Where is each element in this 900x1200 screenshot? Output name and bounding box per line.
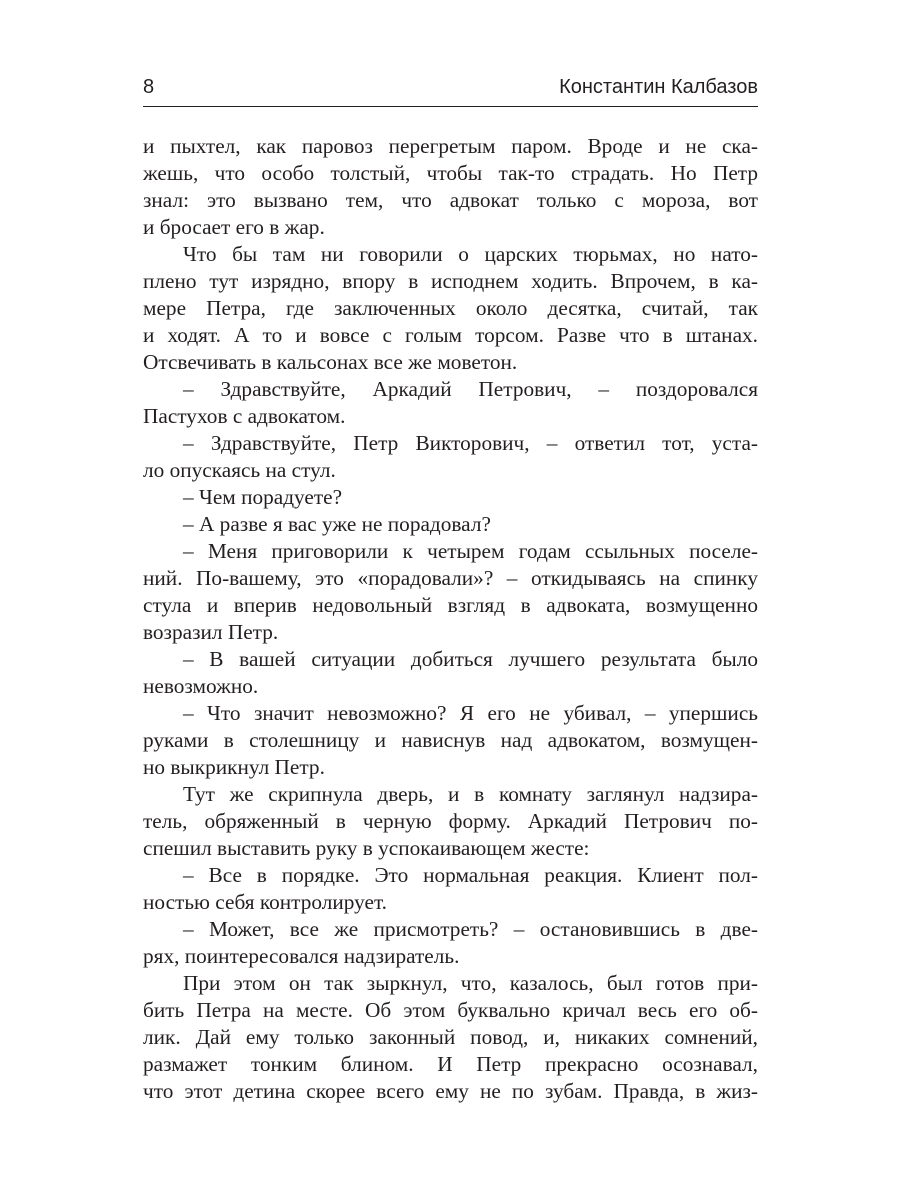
text-line: руками в столешницу и нависнув над адвокатом, возмущен- xyxy=(143,728,758,752)
text-line: и ходят. А то и вовсе с голым торсом. Разве что в штанах. xyxy=(143,323,758,347)
text-line: мере Петра, где заключенных около десятка, считай, так xyxy=(143,296,758,320)
text-line: – Все в порядке. Это нормальная реакция. Клиент пол- xyxy=(183,863,758,887)
text-line: невозможно. xyxy=(143,674,259,698)
text-line: Что бы там ни говорили о царских тюрьмах, но нато- xyxy=(183,242,758,266)
text-line: – Может, все же присмотреть? – остановившись в две- xyxy=(183,917,758,941)
text-line: стула и вперив недовольный взгляд в адвоката, возмущенно xyxy=(143,593,758,617)
text-line: – Здравствуйте, Аркадий Петрович, – поздоровался xyxy=(183,377,758,401)
body-text xyxy=(143,133,758,1105)
text-line: бить Петра на месте. Об этом буквально кричал весь его об- xyxy=(143,998,758,1022)
text-line: – Чем порадуете? xyxy=(183,485,343,509)
text-line: При этом он так зыркнул, что, казалось, был готов при- xyxy=(183,971,758,995)
text-line: тель, обряженный в черную форму. Аркадий Петрович по- xyxy=(143,809,758,833)
text-line: – В вашей ситуации добиться лучшего результата было xyxy=(183,647,758,671)
text-line: и бросает его в жар. xyxy=(143,215,325,239)
text-line: – Что значит невозможно? Я его не убивал, – упершись xyxy=(183,701,758,725)
text-line: – Здравствуйте, Петр Викторович, – ответил тот, уста- xyxy=(183,431,758,455)
text-line: и пыхтел, как паровоз перегретым паром. Вроде и не ска- xyxy=(143,134,758,158)
text-line: ностью себя контролирует. xyxy=(143,890,388,914)
text-line: но выкрикнул Петр. xyxy=(143,755,325,779)
text-line: спешил выставить руку в успокаивающем жесте: xyxy=(143,836,590,860)
text-line: лик. Дай ему только законный повод, и, никаких сомнений, xyxy=(143,1025,758,1049)
text-line: ло опускаясь на стул. xyxy=(143,458,336,482)
text-line: рях, поинтересовался надзиратель. xyxy=(143,944,460,968)
text-line: жешь, что особо толстый, чтобы так-то страдать. Но Петр xyxy=(143,161,758,185)
text-line: ний. По-вашему, это «порадовали»? – откидываясь на спинку xyxy=(143,566,758,590)
text-line: – А разве я вас уже не порадовал? xyxy=(183,512,491,536)
text-line: – Меня приговорили к четырем годам ссыльных поселе- xyxy=(183,539,758,563)
running-header xyxy=(143,76,758,106)
text-line: возразил Петр. xyxy=(143,620,279,644)
text-line: что этот детина скорее всего ему не по зубам. Правда, в жиз- xyxy=(143,1079,758,1103)
text-line: размажет тонким блином. И Петр прекрасно осознавал, xyxy=(143,1052,758,1076)
page-number: 8 xyxy=(143,76,155,98)
text-line: Пастухов с адвокатом. xyxy=(143,404,346,428)
header-rule xyxy=(143,106,758,107)
text-line: плено тут изрядно, впору в исподнем ходить. Впрочем, в ка- xyxy=(143,269,758,293)
running-header-author: Константин Калбазов xyxy=(559,76,758,98)
text-line: знал: это вызвано тем, что адвокат только с мороза, вот xyxy=(143,188,758,212)
text-line: Тут же скрипнула дверь, и в комнату заглянул надзира- xyxy=(183,782,758,806)
text-line: Отсвечивать в кальсонах все же моветон. xyxy=(143,350,518,374)
